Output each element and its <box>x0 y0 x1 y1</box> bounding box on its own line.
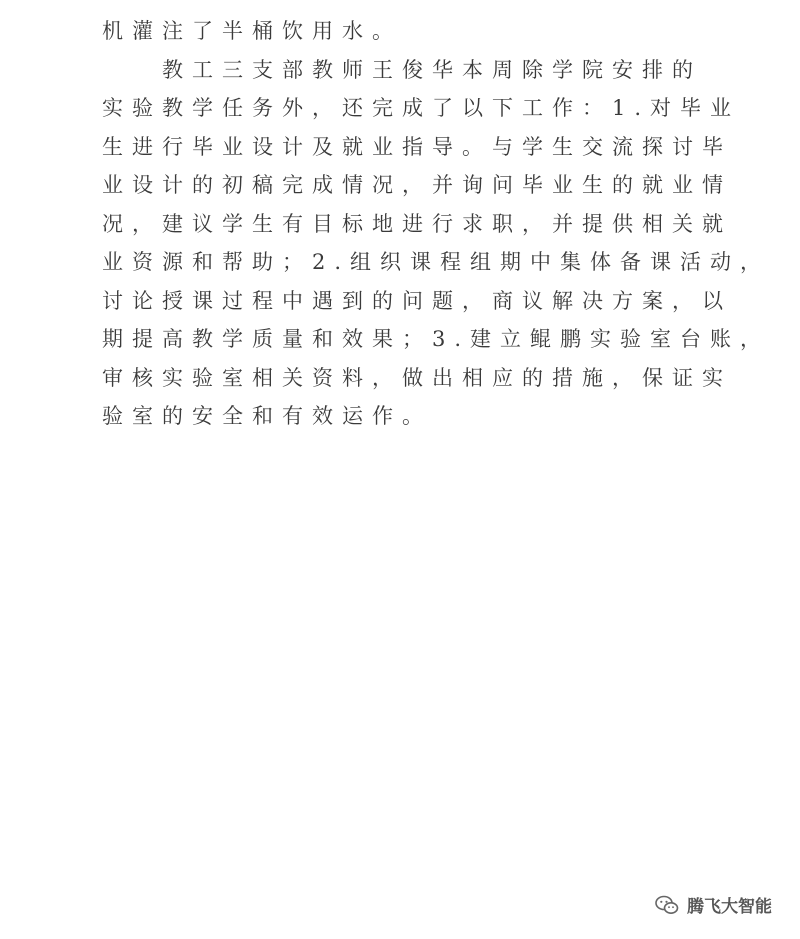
text-line: 实验教学任务外，还完成了以下工作：1.对毕业 <box>102 96 741 120</box>
text-line: 验室的安全和有效运作。 <box>102 404 432 428</box>
text-line: 业设计的初稿完成情况，并询问毕业生的就业情 <box>102 173 732 197</box>
text-line: 讨论授课过程中遇到的问题，商议解决方案，以 <box>102 288 732 313</box>
wechat-icon <box>655 895 679 915</box>
text-line: 生进行毕业设计及就业指导。与学生交流探讨毕 <box>102 134 732 159</box>
text-line: 机灌注了半桶饮用水。 <box>102 19 402 43</box>
text-line: 教工三支部教师王俊华本周除学院安排的 <box>102 57 702 82</box>
text-line: 业资源和帮助；2.组织课程组期中集体备课活动， <box>102 250 771 274</box>
watermark <box>655 892 772 917</box>
watermark-text: 腾飞大智能 <box>687 897 772 917</box>
text-line: 审核实验室相关资料，做出相应的措施，保证实 <box>102 365 732 390</box>
body-text <box>102 12 771 436</box>
text-line: 期提高教学质量和效果；3.建立鲲鹏实验室台账， <box>102 327 771 351</box>
text-line: 况，建议学生有目标地进行求职，并提供相关就 <box>102 211 732 236</box>
